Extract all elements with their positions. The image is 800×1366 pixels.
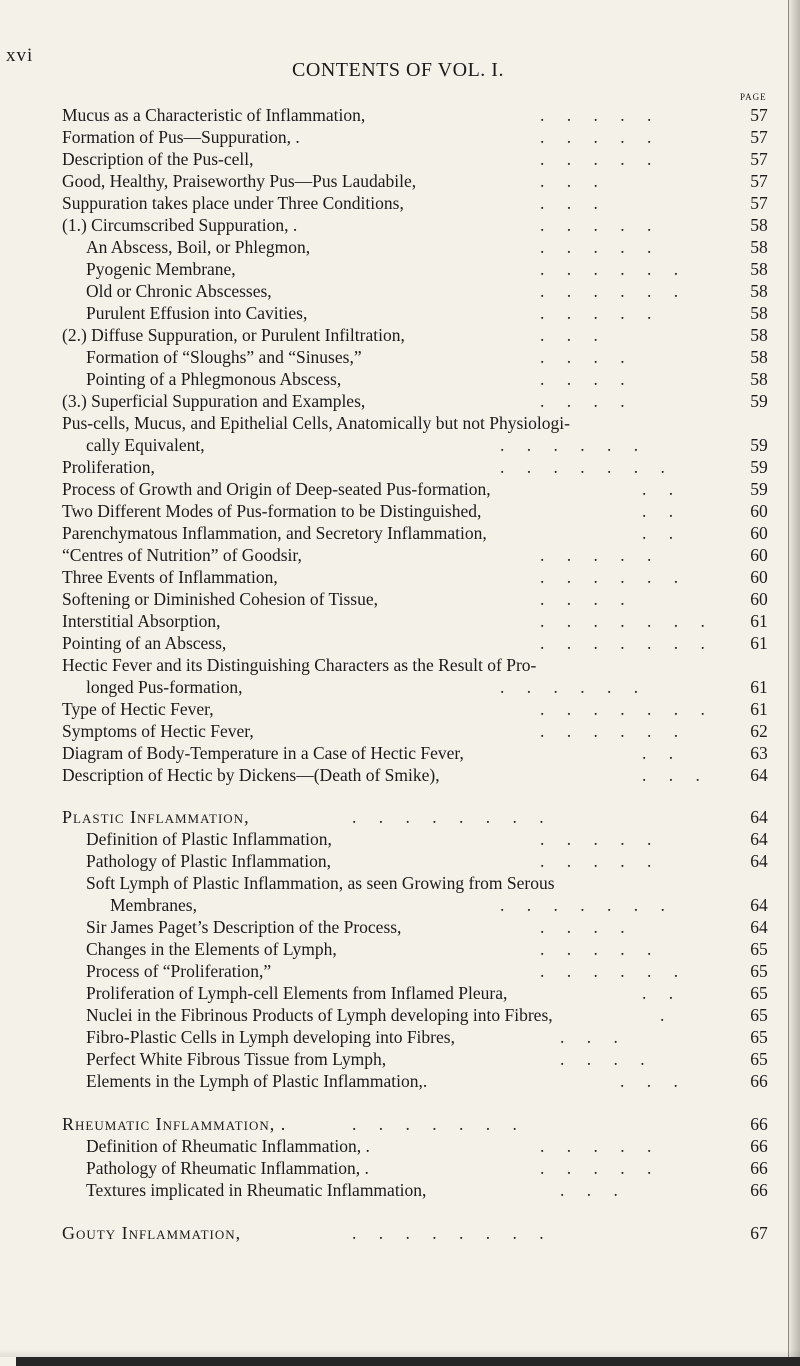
entry-title: Interstitial Absorption, xyxy=(62,611,221,631)
entry-title: Softening or Diminished Cohesion of Tissue, xyxy=(62,589,378,609)
leader-dots: . . . . . . xyxy=(500,677,639,697)
leader-dots: . . . . . xyxy=(540,829,652,849)
leader-dots: . . . . . . . xyxy=(540,633,705,653)
leader-dots: . . . . . xyxy=(540,105,652,125)
leader-dots: . . xyxy=(642,743,674,763)
entry-title: Description of the Pus-cell, xyxy=(62,149,254,169)
entry-page-number: 66 xyxy=(750,1136,768,1156)
leader-dots: . . . . . . . xyxy=(540,699,705,719)
entry-title: (2.) Diffuse Suppuration, or Purulent Infiltration, xyxy=(62,325,405,345)
entry-title: Pointing of an Abscess, xyxy=(62,633,227,653)
leader-dots: . . . . . . xyxy=(500,435,639,455)
leader-dots: . . xyxy=(642,501,674,521)
entry-title: Formation of Pus—Suppuration, . xyxy=(62,127,300,147)
entry-title: Old or Chronic Abscesses, xyxy=(86,281,272,301)
entry-page-number: 64 xyxy=(750,807,768,827)
page-edge xyxy=(788,0,800,1366)
entry-page-number: 64 xyxy=(750,895,768,915)
entry-title: Parenchymatous Inflammation, and Secretory Inflammation, xyxy=(62,523,487,543)
entry-title: Formation of “Sloughs” and “Sinuses,” xyxy=(86,347,362,367)
leader-dots: . xyxy=(660,1005,665,1025)
leader-dots: . . . xyxy=(620,1071,678,1091)
leader-dots: . . . . . . . . xyxy=(352,1223,544,1243)
entry-title: Soft Lymph of Plastic Inflammation, as seen Growing from Serous xyxy=(86,873,555,893)
entry-title: Rheumatic Inflammation, . xyxy=(62,1114,287,1134)
entry-title: Process of “Proliferation,” xyxy=(86,961,272,981)
leader-dots: . . xyxy=(642,523,674,543)
entry-page-number: 65 xyxy=(750,1049,768,1069)
leader-dots: . . . . xyxy=(540,589,625,609)
entry-title: Perfect White Fibrous Tissue from Lymph, xyxy=(86,1049,387,1069)
entry-page-number: 58 xyxy=(750,347,768,367)
entry-title: Hectic Fever and its Distinguishing Characters as the Result of Pro- xyxy=(62,655,537,675)
leader-dots: . . . . . xyxy=(540,215,652,235)
entry-page-number: 58 xyxy=(750,281,768,301)
entry-title: Definition of Rheumatic Inflammation, . xyxy=(86,1136,370,1156)
entry-page-number: 65 xyxy=(750,983,768,1003)
entry-title: Proliferation of Lymph-cell Elements from Inflamed Pleura, xyxy=(86,983,508,1003)
leader-dots: . . . . . . . xyxy=(500,457,665,477)
entry-page-number: 60 xyxy=(750,589,768,609)
leader-dots: . . . . xyxy=(540,391,625,411)
leader-dots: . . . . xyxy=(540,917,625,937)
running-head: CONTENTS OF VOL. I. xyxy=(292,59,504,81)
entry-title: Pathology of Plastic Inflammation, xyxy=(86,851,331,871)
entry-page-number: 59 xyxy=(750,435,768,455)
entry-title: Process of Growth and Origin of Deep-seated Pus-formation, xyxy=(62,479,491,499)
leader-dots: . . . xyxy=(560,1180,618,1200)
entry-title: (3.) Superficial Suppuration and Examples, xyxy=(62,391,366,411)
leader-dots: . . . . . xyxy=(540,939,652,959)
entry-title: An Abscess, Boil, or Phlegmon, xyxy=(86,237,311,257)
entry-title: Pyogenic Membrane, xyxy=(86,259,236,279)
leader-dots: . . . . . . . xyxy=(540,611,705,631)
entry-page-number: 58 xyxy=(750,237,768,257)
entry-page-number: 58 xyxy=(750,369,768,389)
leader-dots: . . . . . xyxy=(540,1158,652,1178)
leader-dots: . . . . . . . xyxy=(500,895,665,915)
entry-page-number: 58 xyxy=(750,303,768,323)
leader-dots: . . . . . xyxy=(540,545,652,565)
entry-page-number: 66 xyxy=(750,1071,768,1091)
leader-dots: . . . xyxy=(540,193,598,213)
entry-page-number: 62 xyxy=(750,721,768,741)
entry-page-number: 63 xyxy=(750,743,768,763)
entry-page-number: 60 xyxy=(750,545,768,565)
entry-page-number: 65 xyxy=(750,961,768,981)
entry-title: cally Equivalent, xyxy=(86,435,205,455)
entry-page-number: 58 xyxy=(750,325,768,345)
entry-page-number: 64 xyxy=(750,851,768,871)
entry-page-number: 57 xyxy=(750,105,768,125)
entry-title: Symptoms of Hectic Fever, xyxy=(62,721,254,741)
entry-page-number: 60 xyxy=(750,523,768,543)
entry-page-number: 66 xyxy=(750,1158,768,1178)
entry-page-number: 66 xyxy=(750,1114,768,1134)
entry-page-number: 61 xyxy=(750,699,768,719)
entry-title: Plastic Inflammation, xyxy=(62,807,250,827)
leader-dots: . . . . xyxy=(540,347,625,367)
leader-dots: . . . . . xyxy=(540,127,652,147)
leader-dots: . . . . . . xyxy=(540,259,679,279)
entry-title: “Centres of Nutrition” of Goodsir, xyxy=(62,545,302,565)
leader-dots: . . . xyxy=(642,765,700,785)
leader-dots: . . . . . . xyxy=(540,721,679,741)
entry-title: Diagram of Body-Temperature in a Case of Hectic Fever, xyxy=(62,743,464,763)
leader-dots: . . . . . xyxy=(540,237,652,257)
leader-dots: . . . . . xyxy=(540,851,652,871)
leader-dots: . . . . . xyxy=(540,1136,652,1156)
entry-title: Proliferation, xyxy=(62,457,155,477)
entry-page-number: 66 xyxy=(750,1180,768,1200)
entry-page-number: 64 xyxy=(750,765,768,785)
entry-page-number: 65 xyxy=(750,1005,768,1025)
entry-page-number: 57 xyxy=(750,171,768,191)
entry-page-number: 64 xyxy=(750,917,768,937)
entry-page-number: 60 xyxy=(750,567,768,587)
entry-title: Mucus as a Characteristic of Inflammation, xyxy=(62,105,366,125)
bottom-border xyxy=(16,1357,800,1366)
entry-page-number: 57 xyxy=(750,149,768,169)
entry-title: Membranes, xyxy=(110,895,197,915)
entry-title: (1.) Circumscribed Suppuration, . xyxy=(62,215,298,235)
entry-title: Description of Hectic by Dickens—(Death of Smike), xyxy=(62,765,440,785)
leader-dots: . . . . . xyxy=(540,303,652,323)
bottom-shadow xyxy=(0,1349,800,1357)
leader-dots: . . xyxy=(642,479,674,499)
entry-page-number: 59 xyxy=(750,391,768,411)
entry-page-number: 58 xyxy=(750,215,768,235)
entry-page-number: 61 xyxy=(750,611,768,631)
leader-dots: . . . . . xyxy=(540,149,652,169)
entry-title: Elements in the Lymph of Plastic Inflammation,. xyxy=(86,1071,428,1091)
entry-page-number: 57 xyxy=(750,127,768,147)
entry-title: Nuclei in the Fibrinous Products of Lymph developing into Fibres, xyxy=(86,1005,553,1025)
leader-dots: . . . . . . . xyxy=(352,1114,517,1134)
entry-page-number: 67 xyxy=(750,1223,768,1243)
entry-page-number: 65 xyxy=(750,939,768,959)
leader-dots: . . . xyxy=(540,325,598,345)
entry-title: Gouty Inflammation, xyxy=(62,1223,242,1243)
leader-dots: . . . . xyxy=(540,369,625,389)
entry-page-number: 59 xyxy=(750,479,768,499)
entry-page-number: 61 xyxy=(750,633,768,653)
entry-page-number: 59 xyxy=(750,457,768,477)
leader-dots: . . . . xyxy=(560,1049,645,1069)
entry-title: Good, Healthy, Praiseworthy Pus—Pus Laudabile, xyxy=(62,171,417,191)
entry-title: Three Events of Inflammation, xyxy=(62,567,278,587)
leader-dots: . . . . . . xyxy=(540,567,679,587)
entry-title: longed Pus-formation, xyxy=(86,677,243,697)
leader-dots: . . xyxy=(642,983,674,1003)
page-number-roman: xvi xyxy=(6,45,34,66)
entry-title: Suppuration takes place under Three Conditions, xyxy=(62,193,404,213)
leader-dots: . . . . . . xyxy=(540,281,679,301)
entry-title: Textures implicated in Rheumatic Inflammation, xyxy=(86,1180,427,1200)
page-edge-line xyxy=(788,0,789,1366)
entry-title: Pathology of Rheumatic Inflammation, . xyxy=(86,1158,369,1178)
entry-title: Sir James Paget’s Description of the Process, xyxy=(86,917,402,937)
leader-dots: . . . . . . . . xyxy=(352,807,544,827)
entry-page-number: 57 xyxy=(750,193,768,213)
entry-title: Two Different Modes of Pus-formation to be Distinguished, xyxy=(62,501,482,521)
entry-title: Purulent Effusion into Cavities, xyxy=(86,303,308,323)
leader-dots: . . . xyxy=(560,1027,618,1047)
entry-page-number: 58 xyxy=(750,259,768,279)
leader-dots: . . . . . . xyxy=(540,961,679,981)
entry-page-number: 61 xyxy=(750,677,768,697)
entry-title: Definition of Plastic Inflammation, xyxy=(86,829,332,849)
entry-title: Changes in the Elements of Lymph, xyxy=(86,939,337,959)
leader-dots: . . . xyxy=(540,171,598,191)
entry-page-number: 64 xyxy=(750,829,768,849)
entry-title: Fibro-Plastic Cells in Lymph developing into Fibres, xyxy=(86,1027,455,1047)
entry-page-number: 60 xyxy=(750,501,768,521)
entry-title: Pointing of a Phlegmonous Abscess, xyxy=(86,369,342,389)
entry-page-number: 65 xyxy=(750,1027,768,1047)
entry-title: Type of Hectic Fever, xyxy=(62,699,214,719)
page-column-label: PAGE xyxy=(740,92,767,102)
entry-title: Pus-cells, Mucus, and Epithelial Cells, Anatomically but not Physiologi- xyxy=(62,413,570,433)
